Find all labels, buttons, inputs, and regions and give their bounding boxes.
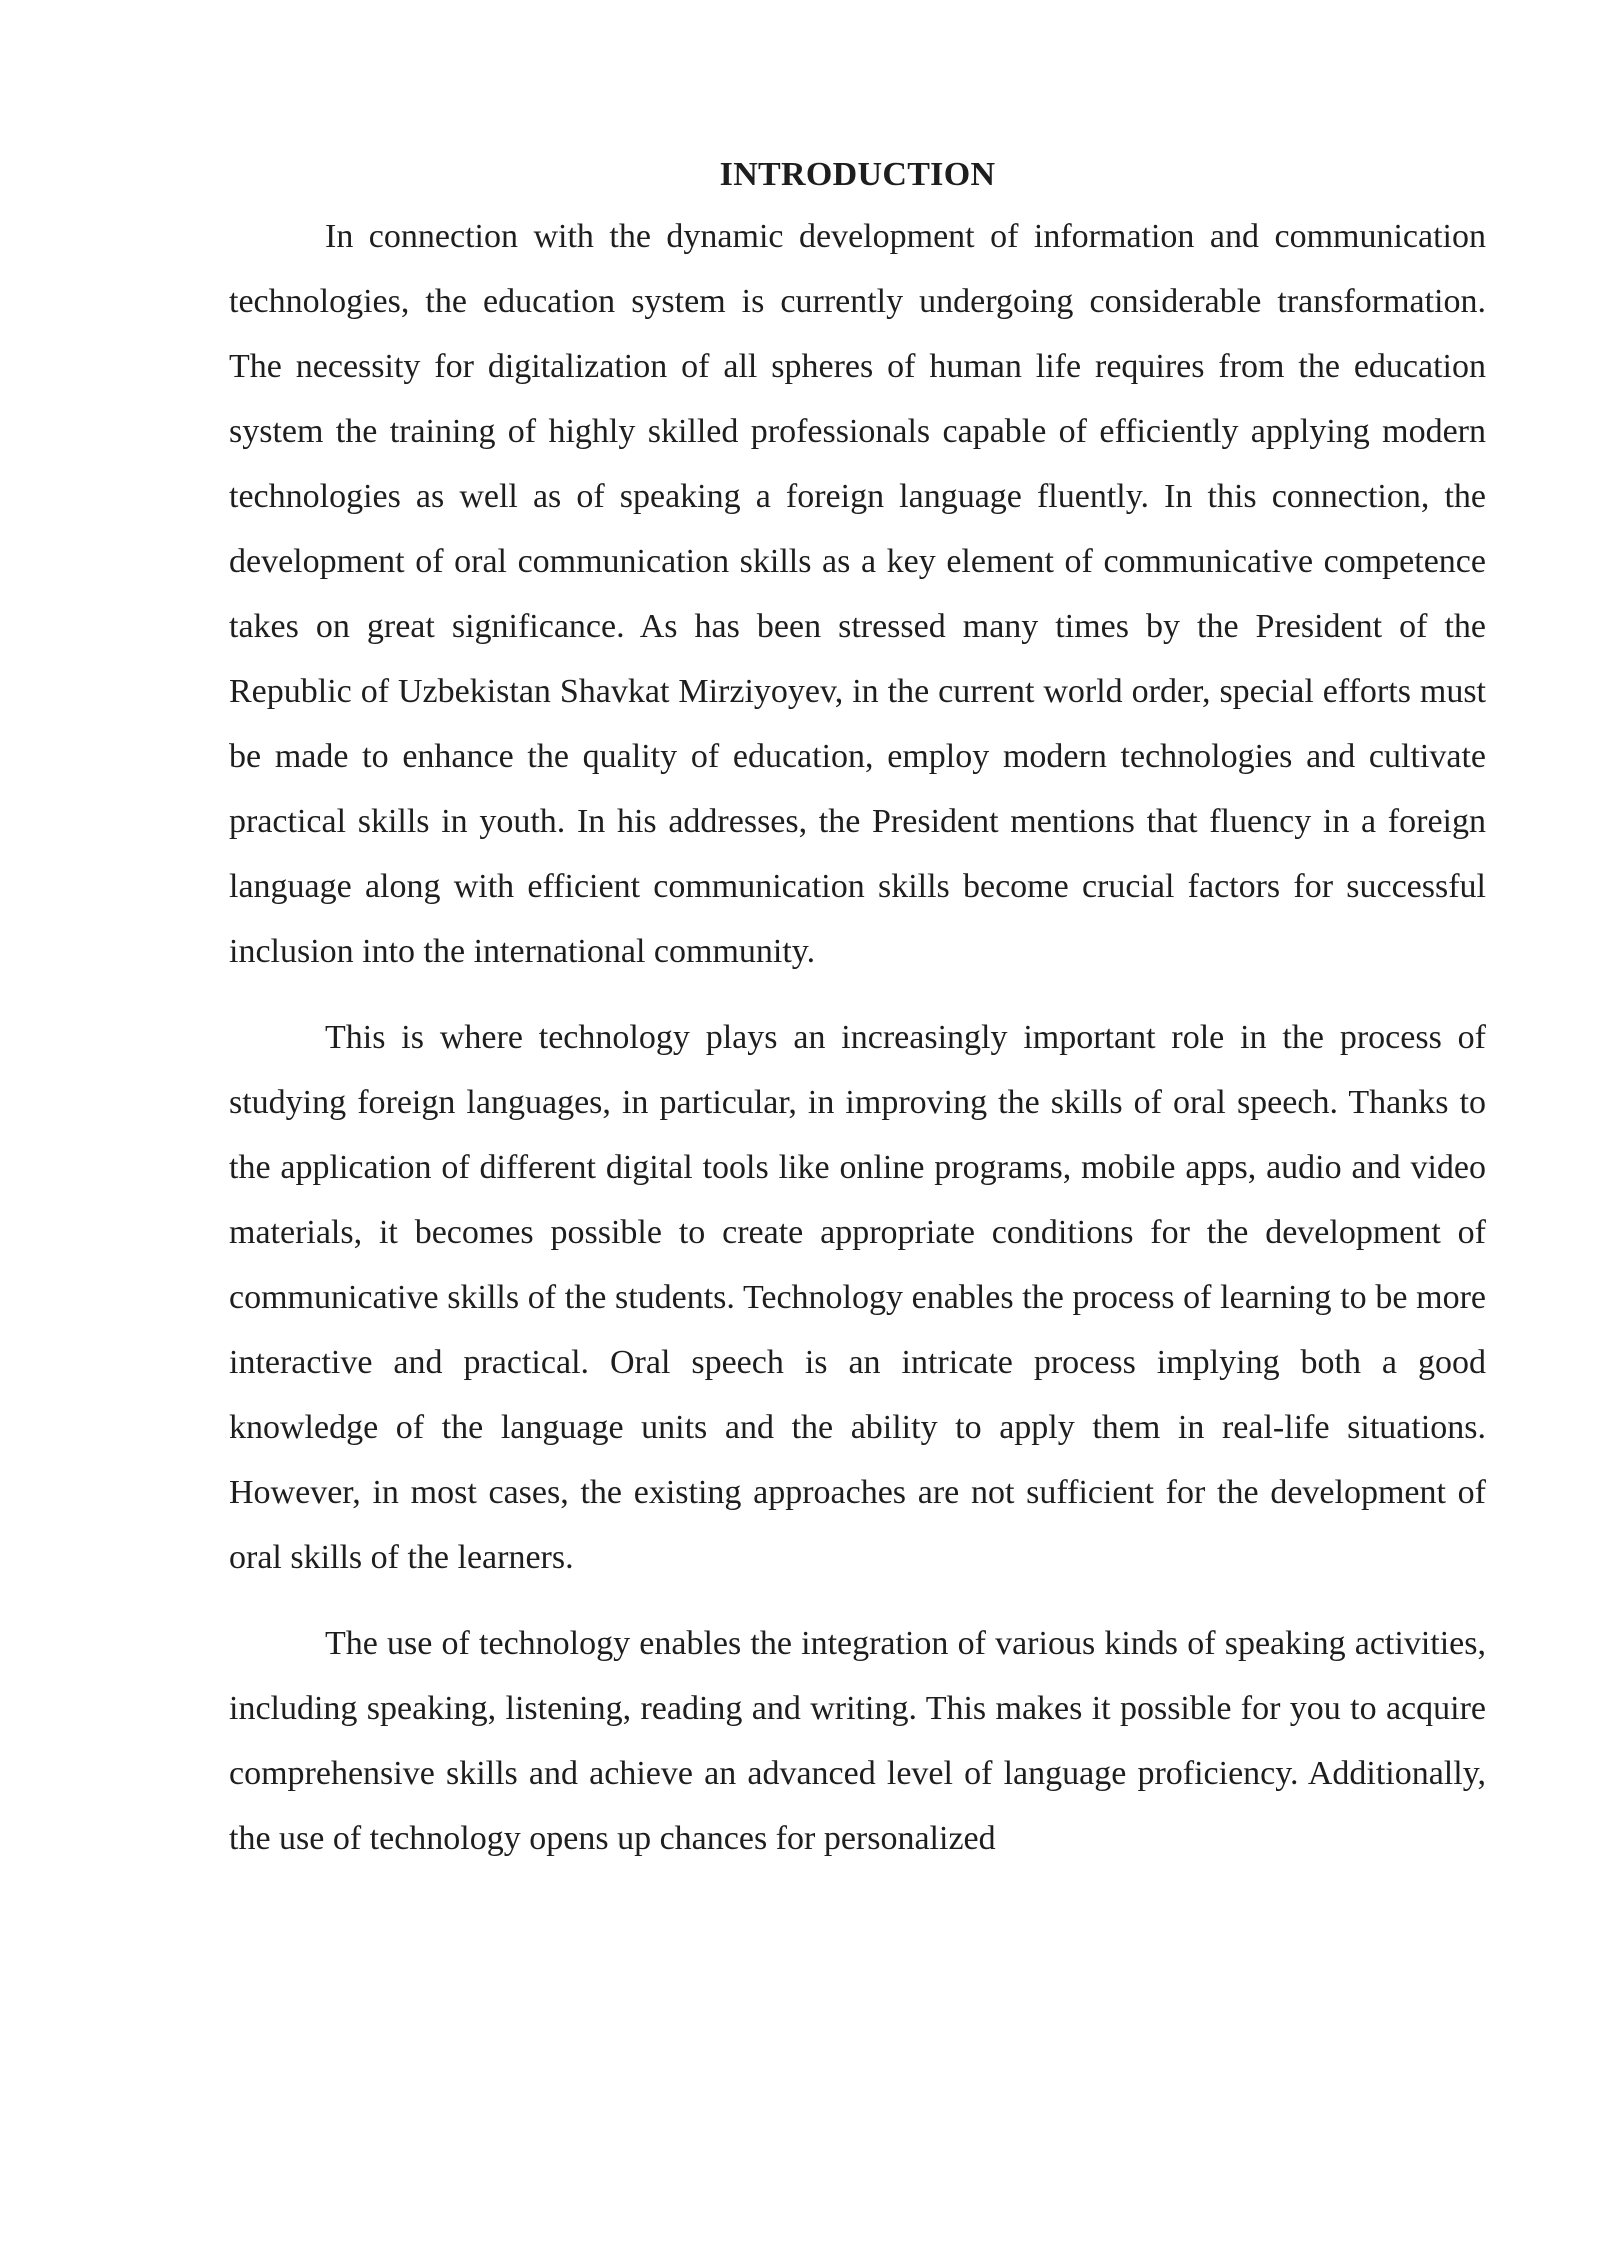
paragraph-2: This is where technology plays an increasingly important role in the process of studying foreign languages, in particular, in improving the skills of oral speech. Thanks to the application of different digital tools like online programs, mobile apps, audio and video materials, it becomes possible to create appropriate conditions for the development of communicative skills of the students. Technology enables the process of learning to be more interactive and practical. Oral speech is an intricate process implying both a good knowledge of the language units and the ability to apply them in real-life situations. However, in most cases, the existing approaches are not sufficient for the development of oral skills of the learners.: [229, 1019, 1486, 1576]
paragraph-3: The use of technology enables the integration of various kinds of speaking activities, including speaking, listening, reading and writing. This makes it possible for you to acquire comprehensive skills and achieve an advanced level of language proficiency. Additionally, the use of technology opens up chances for personalized: [229, 1625, 1486, 1857]
paragraph-1: In connection with the dynamic development of information and communication technologies, the education system is currently undergoing considerable transformation. The necessity for digitalization of all spheres of human life requires from the education system the training of highly skilled professionals capable of efficiently applying modern technologies as well as of speaking a foreign language fluently. In this connection, the development of oral communication skills as a key element of communicative competence takes on great significance. As has been stressed many times by the President of the Republic of Uzbekistan Shavkat Mirziyoyev, in the current world order, special efforts must be made to enhance the quality of education, employ modern technologies and cultivate practical skills in youth. In his addresses, the President mentions that fluency in a foreign language along with efficient communication skills become crucial factors for successful inclusion into the international community.: [229, 218, 1486, 970]
section-title: INTRODUCTION: [719, 156, 996, 193]
page-content: [229, 146, 1486, 1871]
